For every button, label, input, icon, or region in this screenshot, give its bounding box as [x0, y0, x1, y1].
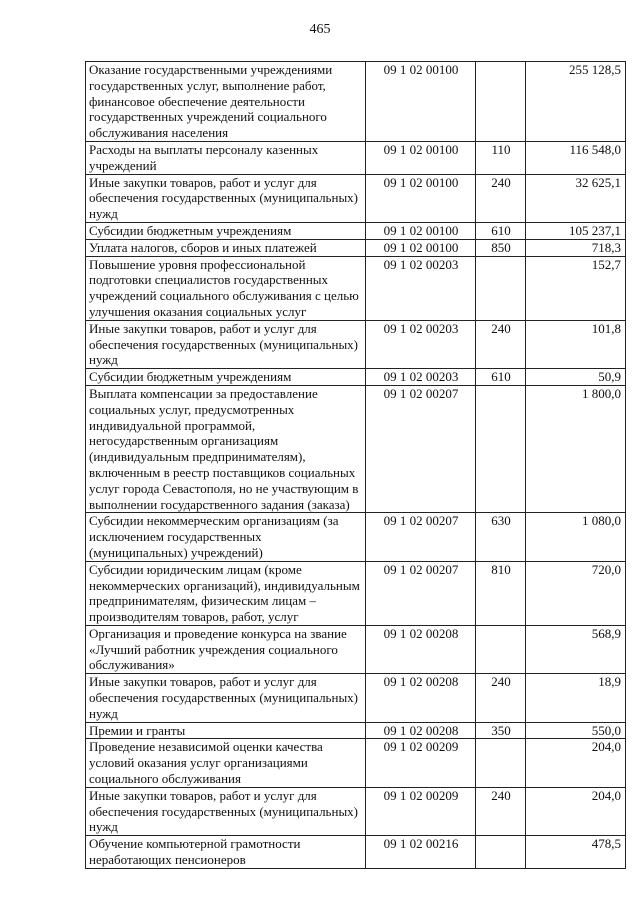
- table-row: [86, 836, 626, 869]
- code-cell: 09 1 02 00208: [366, 625, 476, 673]
- expense-type-cell: 610: [476, 222, 526, 239]
- amount-cell: 718,3: [526, 239, 626, 256]
- budget-table: [85, 61, 626, 869]
- code-cell: 09 1 02 00207: [366, 561, 476, 625]
- table-row: [86, 561, 626, 625]
- name-cell: Проведение независимой оценки качества условий оказания услуг организациями социального обслуживания: [86, 739, 366, 787]
- name-cell: Премии и гранты: [86, 722, 366, 739]
- name-cell: Повышение уровня профессиональной подготовки специалистов государственных учреждений социального обслуживания с целью улучшения оказания социальных услуг: [86, 256, 366, 320]
- code-cell: 09 1 02 00100: [366, 141, 476, 174]
- expense-type-cell: 240: [476, 674, 526, 722]
- code-cell: 09 1 02 00203: [366, 256, 476, 320]
- expense-type-cell: [476, 385, 526, 512]
- name-cell: Иные закупки товаров, работ и услуг для обеспечения государственных (муниципальных) нужд: [86, 320, 366, 368]
- table-row: [86, 787, 626, 835]
- name-cell: Выплата компенсации за предоставление социальных услуг, предусмотренных индивидуальной программой, негосударственным организациям (индивидуальным предпринимателям), включенным в реестр поставщиков социальных услуг города Севастополя, но не участвующим в выполнении государственного задания (заказа): [86, 385, 366, 512]
- name-cell: Уплата налогов, сборов и иных платежей: [86, 239, 366, 256]
- expense-type-cell: 630: [476, 513, 526, 561]
- code-cell: 09 1 02 00203: [366, 320, 476, 368]
- code-cell: 09 1 02 00203: [366, 369, 476, 386]
- amount-cell: 18,9: [526, 674, 626, 722]
- expense-type-cell: 240: [476, 320, 526, 368]
- table-row: [86, 222, 626, 239]
- table-row: [86, 369, 626, 386]
- table-row: [86, 239, 626, 256]
- name-cell: Субсидии некоммерческим организациям (за исключением государственных (муниципальных) учреждений): [86, 513, 366, 561]
- code-cell: 09 1 02 00208: [366, 722, 476, 739]
- name-cell: Субсидии бюджетным учреждениям: [86, 222, 366, 239]
- code-cell: 09 1 02 00209: [366, 787, 476, 835]
- amount-cell: 255 128,5: [526, 62, 626, 142]
- expense-type-cell: 350: [476, 722, 526, 739]
- name-cell: Организация и проведение конкурса на звание «Лучший работник учреждения социального обслуживания»: [86, 625, 366, 673]
- name-cell: Иные закупки товаров, работ и услуг для обеспечения государственных (муниципальных) нужд: [86, 174, 366, 222]
- table-row: [86, 674, 626, 722]
- expense-type-cell: 110: [476, 141, 526, 174]
- amount-cell: 152,7: [526, 256, 626, 320]
- name-cell: Субсидии бюджетным учреждениям: [86, 369, 366, 386]
- amount-cell: 1 800,0: [526, 385, 626, 512]
- expense-type-cell: 240: [476, 787, 526, 835]
- code-cell: 09 1 02 00208: [366, 674, 476, 722]
- table-row: [86, 320, 626, 368]
- name-cell: Обучение компьютерной грамотности неработающих пенсионеров: [86, 836, 366, 869]
- code-cell: 09 1 02 00100: [366, 174, 476, 222]
- table-row: [86, 141, 626, 174]
- page-number: 465: [309, 22, 331, 37]
- amount-cell: 568,9: [526, 625, 626, 673]
- amount-cell: 101,8: [526, 320, 626, 368]
- budget-table-body: [86, 62, 626, 869]
- expense-type-cell: 850: [476, 239, 526, 256]
- name-cell: Расходы на выплаты персоналу казенных учреждений: [86, 141, 366, 174]
- table-row: [86, 174, 626, 222]
- amount-cell: 204,0: [526, 787, 626, 835]
- code-cell: 09 1 02 00100: [366, 222, 476, 239]
- table-row: [86, 722, 626, 739]
- code-cell: 09 1 02 00209: [366, 739, 476, 787]
- table-row: [86, 625, 626, 673]
- table-row: [86, 256, 626, 320]
- table-row: [86, 385, 626, 512]
- code-cell: 09 1 02 00216: [366, 836, 476, 869]
- expense-type-cell: 610: [476, 369, 526, 386]
- amount-cell: 204,0: [526, 739, 626, 787]
- expense-type-cell: [476, 62, 526, 142]
- amount-cell: 50,9: [526, 369, 626, 386]
- amount-cell: 105 237,1: [526, 222, 626, 239]
- expense-type-cell: [476, 256, 526, 320]
- code-cell: 09 1 02 00207: [366, 385, 476, 512]
- expense-type-cell: [476, 739, 526, 787]
- amount-cell: 1 080,0: [526, 513, 626, 561]
- amount-cell: 116 548,0: [526, 141, 626, 174]
- expense-type-cell: 240: [476, 174, 526, 222]
- code-cell: 09 1 02 00207: [366, 513, 476, 561]
- expense-type-cell: [476, 625, 526, 673]
- amount-cell: 478,5: [526, 836, 626, 869]
- table-row: [86, 62, 626, 142]
- name-cell: Субсидии юридическим лицам (кроме некоммерческих организаций), индивидуальным предпринимателям, физическим лицам – производителям товаров, работ, услуг: [86, 561, 366, 625]
- amount-cell: 32 625,1: [526, 174, 626, 222]
- expense-type-cell: [476, 836, 526, 869]
- amount-cell: 720,0: [526, 561, 626, 625]
- code-cell: 09 1 02 00100: [366, 239, 476, 256]
- amount-cell: 550,0: [526, 722, 626, 739]
- name-cell: Иные закупки товаров, работ и услуг для обеспечения государственных (муниципальных) нужд: [86, 674, 366, 722]
- code-cell: 09 1 02 00100: [366, 62, 476, 142]
- table-row: [86, 739, 626, 787]
- name-cell: Иные закупки товаров, работ и услуг для обеспечения государственных (муниципальных) нужд: [86, 787, 366, 835]
- expense-type-cell: 810: [476, 561, 526, 625]
- name-cell: Оказание государственными учреждениями государственных услуг, выполнение работ, финансовое обеспечение деятельности государственных учреждений социального обслуживания населения: [86, 62, 366, 142]
- table-row: [86, 513, 626, 561]
